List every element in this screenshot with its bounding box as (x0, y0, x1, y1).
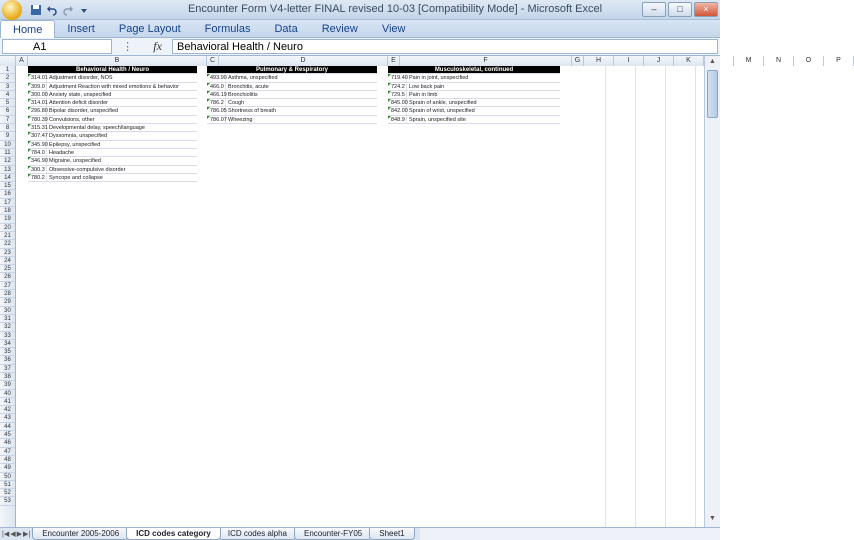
description-cell[interactable]: Obsessive-compulsive disorder (46, 166, 197, 173)
icd-code-cell[interactable]: 307.47 (28, 132, 46, 139)
icd-code-cell[interactable]: 786.2 (207, 99, 225, 106)
row-header-23[interactable]: 23 (0, 249, 15, 257)
icd-code-cell[interactable]: 314.01 (28, 99, 46, 106)
row-header-36[interactable]: 36 (0, 356, 15, 364)
row-header-21[interactable]: 21 (0, 232, 15, 240)
row-header-30[interactable]: 30 (0, 307, 15, 315)
table-row[interactable] (28, 116, 197, 124)
description-cell[interactable]: Syncope and collapse (46, 174, 197, 181)
row-header-4[interactable]: 4 (0, 91, 15, 99)
icd-code-cell[interactable]: 315.31 (28, 124, 46, 131)
icd-code-cell[interactable]: 466.0 (207, 83, 225, 90)
description-cell[interactable]: Bronchiolitis (225, 91, 377, 98)
separator-dots-icon: ⋮ (122, 41, 134, 53)
tab-insert[interactable]: Insert (67, 22, 95, 35)
icd-code-cell[interactable]: 842.00 (388, 107, 406, 114)
table-row[interactable] (28, 141, 197, 149)
table-row[interactable] (28, 107, 197, 115)
table-row[interactable] (388, 99, 560, 107)
section-header[interactable]: Pulmonary & Respiratory (207, 66, 377, 74)
empty-column[interactable] (576, 66, 606, 527)
row-header-13[interactable]: 13 (0, 166, 15, 174)
tab-home[interactable]: Home (0, 20, 55, 38)
row-header-43[interactable]: 43 (0, 414, 15, 422)
column-header-f[interactable]: F (400, 56, 572, 66)
table-row[interactable] (207, 91, 377, 99)
description-cell[interactable]: Shortness of breath (225, 107, 377, 114)
icd-code-cell[interactable]: 719.40 (388, 74, 406, 81)
empty-column[interactable] (636, 66, 666, 527)
row-header-9[interactable]: 9 (0, 132, 15, 140)
sheet-tab[interactable]: Encounter-FY05 (294, 528, 372, 540)
table-row[interactable] (388, 107, 560, 115)
empty-column[interactable] (666, 66, 696, 527)
icd-code-cell[interactable]: 724.2 (388, 83, 406, 90)
row-header-41[interactable]: 41 (0, 398, 15, 406)
tab-formulas[interactable]: Formulas (204, 22, 251, 35)
description-cell[interactable]: Adjustment disorder, NOS (46, 74, 197, 81)
tab-page-layout[interactable]: Page Layout (118, 22, 181, 35)
description-cell[interactable]: Attention deficit disorder (46, 99, 197, 106)
section-header[interactable]: Behavioral Health / Neuro (28, 66, 197, 74)
sheet-tab[interactable]: ICD codes alpha (218, 528, 297, 540)
row-header-38[interactable]: 38 (0, 373, 15, 381)
window-title: Encounter Form V4-letter FINAL revised 10-03 [Compatibility Mode] - Microsoft Excel (187, 3, 603, 15)
maximize-button[interactable]: □ (668, 2, 692, 17)
description-cell[interactable]: Dyssomnia, unspecified (46, 132, 197, 139)
row-header-24[interactable]: 24 (0, 257, 15, 265)
column-header-b[interactable]: B (28, 56, 207, 66)
table-row[interactable] (28, 83, 197, 91)
table-row[interactable] (207, 116, 377, 124)
formula-buttons (112, 39, 172, 54)
table-row[interactable] (388, 91, 560, 99)
row-header-32[interactable]: 32 (0, 323, 15, 331)
row-header-51[interactable]: 51 (0, 481, 15, 489)
row-header-14[interactable]: 14 (0, 174, 15, 182)
table-row[interactable] (388, 116, 560, 124)
horizontal-scrollbar[interactable] (420, 528, 720, 540)
column-header-c[interactable]: C (207, 56, 219, 66)
row-header-16[interactable]: 16 (0, 190, 15, 198)
name-box[interactable]: A1 (2, 39, 112, 54)
row-header-42[interactable]: 42 (0, 406, 15, 414)
description-cell[interactable]: Pain in joint, unspecified (406, 74, 560, 81)
row-header-27[interactable]: 27 (0, 282, 15, 290)
section-header[interactable]: Musculoskeletal, continued (388, 66, 560, 74)
row-header-22[interactable]: 22 (0, 240, 15, 248)
table-row[interactable] (28, 91, 197, 99)
table-row[interactable] (28, 132, 197, 140)
formula-input[interactable]: Behavioral Health / Neuro (172, 39, 718, 54)
title-bar (0, 0, 720, 20)
icd-code-cell[interactable]: 780.2 (28, 174, 46, 181)
description-cell[interactable]: Developmental delay, speech/language (46, 124, 197, 131)
ribbon-tabs (0, 20, 720, 38)
table-row[interactable] (207, 74, 377, 82)
row-header-35[interactable]: 35 (0, 348, 15, 356)
redo-icon[interactable] (62, 4, 74, 16)
row-header-28[interactable]: 28 (0, 290, 15, 298)
column-header-j[interactable]: J (644, 56, 674, 66)
window-controls (642, 2, 718, 17)
column-header-p[interactable]: P (824, 56, 854, 66)
row-header-47[interactable]: 47 (0, 448, 15, 456)
description-cell[interactable]: Migraine, unspecified (46, 157, 197, 164)
row-header-1[interactable]: 1 (0, 66, 15, 74)
office-button[interactable] (2, 0, 22, 20)
row-header-37[interactable]: 37 (0, 365, 15, 373)
code-block-2 (207, 66, 377, 527)
scroll-down-icon[interactable]: ▼ (709, 515, 716, 522)
column-header-e[interactable]: E (388, 56, 400, 66)
description-cell[interactable]: Bipolar disorder, unspecified (46, 107, 197, 114)
row-header-26[interactable]: 26 (0, 273, 15, 281)
undo-icon[interactable] (46, 4, 58, 16)
row-header-15[interactable]: 15 (0, 182, 15, 190)
column-header-m[interactable]: M (734, 56, 764, 66)
description-cell[interactable]: Asthma, unspecified (225, 74, 377, 81)
icd-code-cell[interactable]: 493.90 (207, 74, 225, 81)
icd-code-cell[interactable]: 729.5 (388, 91, 406, 98)
row-header-48[interactable]: 48 (0, 456, 15, 464)
column-header-k[interactable]: K (674, 56, 704, 66)
icd-code-cell[interactable]: 786.05 (207, 107, 225, 114)
column-header-o[interactable]: O (794, 56, 824, 66)
row-header-34[interactable]: 34 (0, 340, 15, 348)
sheet-tab[interactable]: ICD codes category (126, 528, 221, 540)
sheet-tab[interactable]: Encounter 2005-2006 (32, 528, 129, 540)
description-cell[interactable]: Epilepsy, unspecified (46, 141, 197, 148)
row-header-45[interactable]: 45 (0, 431, 15, 439)
table-row[interactable] (28, 174, 197, 182)
customize-qat-icon[interactable] (78, 4, 90, 16)
icd-code-cell[interactable]: 314.01 (28, 74, 46, 81)
table-row[interactable] (28, 166, 197, 174)
icd-code-cell[interactable]: 845.00 (388, 99, 406, 106)
scroll-thumb[interactable] (707, 70, 718, 118)
description-cell[interactable]: Adjustment Reaction with mixed emotions & behavior (46, 83, 197, 90)
scroll-up-icon[interactable]: ▲ (709, 58, 716, 65)
row-headers (0, 66, 16, 527)
row-header-52[interactable]: 52 (0, 489, 15, 497)
row-header-2[interactable]: 2 (0, 74, 15, 82)
column-header-g[interactable]: G (572, 56, 584, 66)
icd-code-cell[interactable]: 346.90 (28, 157, 46, 164)
table-row[interactable] (28, 99, 197, 107)
description-cell[interactable]: Sprain, unspecified site (406, 116, 560, 123)
icd-code-cell[interactable]: 848.9 (388, 116, 406, 123)
description-cell[interactable]: Cough (225, 99, 377, 106)
row-header-29[interactable]: 29 (0, 298, 15, 306)
tab-review[interactable]: Review (321, 22, 358, 35)
column-header-d[interactable]: D (219, 56, 388, 66)
formula-bar (0, 38, 720, 56)
description-cell[interactable]: Headache (46, 149, 197, 156)
description-cell[interactable]: Wheezing (225, 116, 377, 123)
column-header-n[interactable]: N (764, 56, 794, 66)
column-header-i[interactable]: I (614, 56, 644, 66)
row-header-53[interactable]: 53 (0, 497, 15, 505)
tab-view[interactable]: View (381, 22, 406, 35)
row-header-49[interactable]: 49 (0, 464, 15, 472)
row-header-46[interactable]: 46 (0, 439, 15, 447)
description-cell[interactable]: Sprain of wrist, unspecified (406, 107, 560, 114)
select-all-corner[interactable] (0, 56, 16, 66)
sheet-tab[interactable]: Sheet1 (369, 528, 414, 540)
row-header-17[interactable]: 17 (0, 199, 15, 207)
icd-code-cell[interactable]: 466.19 (207, 91, 225, 98)
description-cell[interactable]: Bronchitis, acute (225, 83, 377, 90)
row-header-39[interactable]: 39 (0, 381, 15, 389)
save-icon[interactable] (30, 4, 42, 16)
column-headers (0, 56, 841, 66)
row-header-40[interactable]: 40 (0, 390, 15, 398)
icd-code-cell[interactable]: 300.00 (28, 91, 46, 98)
first-sheet-icon[interactable]: |◀ (2, 531, 10, 538)
table-row[interactable] (28, 149, 197, 157)
row-header-12[interactable]: 12 (0, 157, 15, 165)
table-row[interactable] (388, 83, 560, 91)
description-cell[interactable]: Convulsions, other (46, 116, 197, 123)
last-sheet-icon[interactable]: ▶| (22, 531, 31, 538)
icd-code-cell[interactable]: 345.90 (28, 141, 46, 148)
empty-column[interactable] (606, 66, 636, 527)
table-row[interactable] (388, 74, 560, 82)
prev-sheet-icon[interactable]: ◀ (10, 531, 16, 538)
description-cell[interactable]: Sprain of ankle, unspecified (406, 99, 560, 106)
icd-code-cell[interactable]: 296.80 (28, 107, 46, 114)
row-header-19[interactable]: 19 (0, 215, 15, 223)
description-cell[interactable]: Pain in limb (406, 91, 560, 98)
close-button[interactable]: × (694, 2, 718, 17)
row-header-18[interactable]: 18 (0, 207, 15, 215)
row-header-50[interactable]: 50 (0, 473, 15, 481)
sheet-tabs (32, 528, 411, 540)
column-header-h[interactable]: H (584, 56, 614, 66)
quick-access-toolbar (30, 4, 90, 16)
icd-code-cell[interactable]: 784.0 (28, 149, 46, 156)
sheet-tabs-bar (0, 527, 720, 540)
row-header-44[interactable]: 44 (0, 423, 15, 431)
column-header-a[interactable]: A (16, 56, 28, 66)
description-cell[interactable]: Low back pain (406, 83, 560, 90)
table-row[interactable] (207, 99, 377, 107)
table-row[interactable] (28, 157, 197, 165)
row-header-33[interactable]: 33 (0, 332, 15, 340)
row-header-10[interactable]: 10 (0, 141, 15, 149)
tab-data[interactable]: Data (274, 22, 298, 35)
row-header-20[interactable]: 20 (0, 224, 15, 232)
minimize-button[interactable]: – (642, 2, 666, 17)
table-row[interactable] (207, 107, 377, 115)
description-cell[interactable]: Anxiety state, unspecified (46, 91, 197, 98)
vertical-scrollbar[interactable] (704, 56, 720, 527)
icd-code-cell[interactable]: 780.39 (28, 116, 46, 123)
row-header-8[interactable]: 8 (0, 124, 15, 132)
icd-code-cell[interactable]: 786.07 (207, 116, 225, 123)
table-row[interactable] (207, 83, 377, 91)
icd-code-cell[interactable]: 309.0 (28, 83, 46, 90)
row-header-3[interactable]: 3 (0, 83, 15, 91)
icd-code-cell[interactable]: 300.3 (28, 166, 46, 173)
row-header-5[interactable]: 5 (0, 99, 15, 107)
table-row[interactable] (28, 74, 197, 82)
row-header-31[interactable]: 31 (0, 315, 15, 323)
next-sheet-icon[interactable]: ▶ (16, 531, 22, 538)
table-row[interactable] (28, 124, 197, 132)
worksheet-grid[interactable] (0, 66, 704, 527)
tab-navigation (0, 528, 32, 540)
row-header-6[interactable]: 6 (0, 107, 15, 115)
row-header-7[interactable]: 7 (0, 116, 15, 124)
row-header-25[interactable]: 25 (0, 265, 15, 273)
row-header-11[interactable]: 11 (0, 149, 15, 157)
code-block-3 (388, 66, 560, 527)
insert-function-icon[interactable]: fx (153, 39, 162, 53)
code-block-1 (28, 66, 197, 527)
